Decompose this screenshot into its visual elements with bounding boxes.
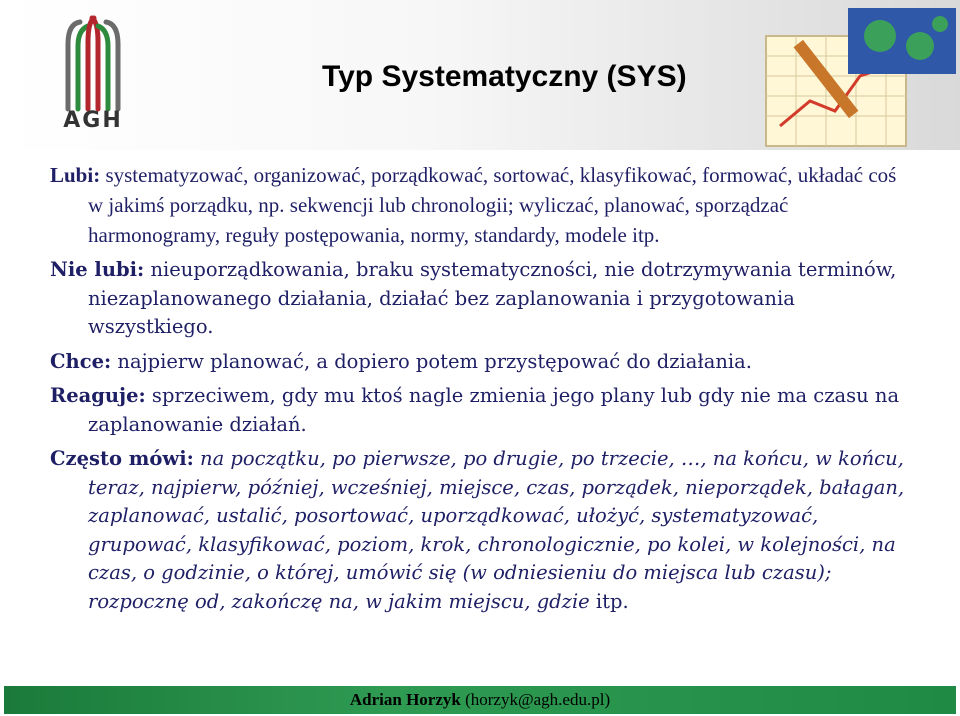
content: [50, 160, 910, 616]
label-czesto-mowi: Często mówi:: [50, 447, 194, 470]
page-title: Typ Systematyczny (SYS): [322, 60, 687, 93]
label-chce: Chce:: [50, 349, 112, 373]
text-czesto-mowi: na początku, po pierwsze, po drugie, po trzecie, …, na końcu, w końcu, teraz, najpierw, później, wcześniej, miejsce, czas, porządek, nieporządek, bałagan, zaplanować, ustalić, posortować, uporządkować, ułożyć, systematyzować, grupować, klasyfikować, poziom, krok, chronologicznie, po kolei, w kolejności, na czas, o godzinie, o której, umówić się (w odniesieniu do miejsca lub czasu); rozpocznę od, zakończę na, w jakim miejscu, gdzie: [88, 447, 905, 613]
footer-author: Adrian Horzyk: [349, 690, 461, 709]
label-nie-lubi: Nie lubi:: [50, 258, 145, 281]
text-nie-lubi: nieuporządkowania, braku systematyczności, nie dotrzymywania terminów, niezaplanowanego działania, działać bez zaplanowania i przygotowania wszystkiego.: [88, 258, 897, 338]
paragraph-czesto-mowi: [50, 445, 910, 616]
decorative-image: [760, 6, 960, 150]
footer-email-suffix: ): [604, 690, 611, 709]
paragraph-chce: [50, 348, 910, 377]
label-lubi: Lubi:: [50, 163, 101, 187]
paragraph-lubi: [50, 160, 910, 250]
text-reaguje: sprzeciwem, gdy mu ktoś nagle zmienia jego plany lub gdy nie ma czasu na zaplanowanie działań.: [88, 384, 900, 436]
footer-email-prefix: (: [460, 690, 471, 709]
paragraph-reaguje: [50, 382, 910, 439]
label-reaguje: Reaguje:: [50, 384, 146, 407]
footer-email: horzyk@agh.edu.pl: [470, 690, 605, 709]
text-chce: najpierw planować, a dopiero potem przystępować do działania.: [111, 349, 752, 373]
text-lubi: systematyzować, organizować, porządkować, sortować, klasyfikować, formować, układać coś w jakimś porządku, np. sekwencji lub chronologii; wyliczać, planować, sporządzać harmonogramy, reguły postępowania, normy, standardy, modele itp.: [88, 163, 897, 247]
text-czesto-mowi-tail: itp.: [589, 589, 629, 613]
logo-text: AGH: [63, 108, 123, 133]
footer: [4, 686, 956, 714]
paragraph-nie-lubi: [50, 256, 910, 342]
